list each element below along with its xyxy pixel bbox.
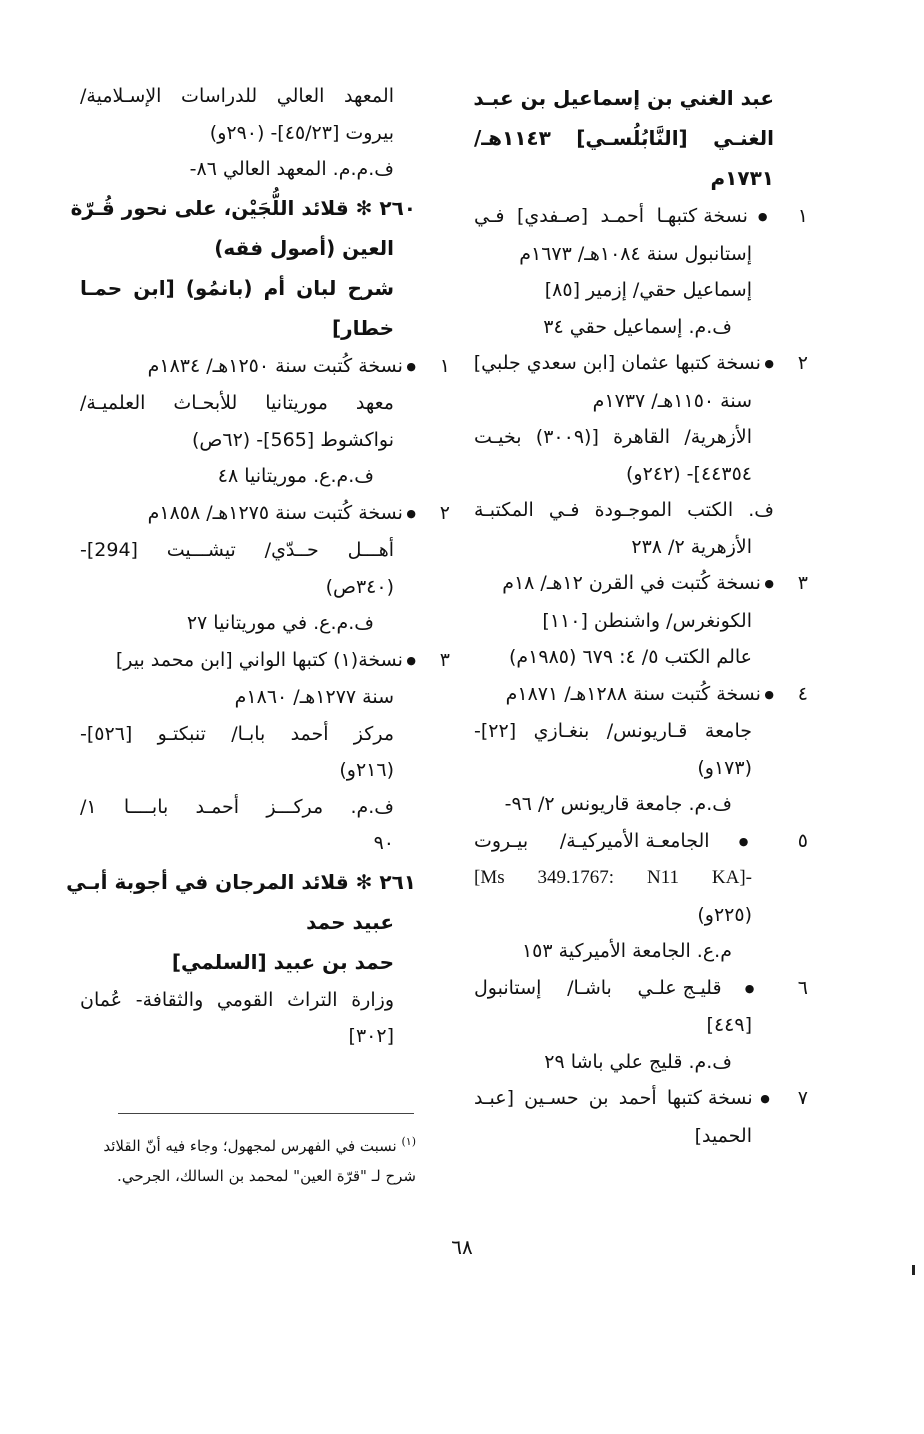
text-line: ف. الكتب الموجـودة فـي المكتبـة <box>474 499 774 521</box>
item-number: ٧ <box>797 1087 808 1109</box>
entry-heading: عبد الغني بن إسماعيل بن عبـد <box>473 86 774 110</box>
item-text: نسخة كُتبت في القرن ١٢هـ/ ١٨م <box>502 572 761 594</box>
text-line: إسماعيل حقي/ إزمير [٨٥] <box>544 279 752 301</box>
item-number: ٦ <box>797 976 808 999</box>
list-item <box>474 970 808 1008</box>
footnote <box>80 1127 416 1191</box>
page-number: ٦٨ <box>451 1235 473 1259</box>
text-line: سنة ١٢٧٧هـ/ ١٨٦٠م <box>234 686 394 708</box>
bullet-icon: ● <box>402 359 416 373</box>
text-line: (٣٤٠ص) <box>325 575 394 598</box>
text-line: (٢٢٥و) <box>697 903 752 926</box>
list-item <box>80 348 450 386</box>
list-item <box>473 345 808 383</box>
text-line: جامعة قـاريونس/ بنغـازي [٢٢]- <box>474 720 752 742</box>
text-line: [Ms 349.1767: N11 KA]- <box>474 867 752 888</box>
text-line: المعهد العالي للدراسات الإسـلامية/ <box>80 85 394 107</box>
bullet-icon: ● <box>709 834 774 848</box>
entry-heading: الغنـي [النَّابُلُسـي] ١١٤٣هـ/ <box>474 126 774 150</box>
item-number: ١ <box>797 205 808 227</box>
list-item <box>474 823 808 861</box>
text-line: ٩٠ <box>373 832 394 854</box>
list-item <box>80 495 450 533</box>
left-column <box>66 78 450 1055</box>
text-line: ف.م. جامعة قاريونس ٢/ ٩٦- <box>504 793 732 815</box>
item-number: ١ <box>439 354 450 377</box>
item-text: نسخة(١) كتبها الواني [ابن محمد بير] <box>115 648 403 671</box>
item-number: ٢ <box>797 352 808 374</box>
text-line: الأزهرية ٢/ ٢٣٨ <box>631 535 752 558</box>
entry-heading: خطار] <box>331 315 394 340</box>
text-line: ف.م.م. المعهد العالي ٨٦- <box>189 158 394 180</box>
entry-heading: حمد بن عبيد [السلمي] <box>171 949 394 974</box>
text-line: إستانبول سنة ١٠٨٤هـ/ ١٦٧٣م <box>519 242 752 265</box>
item-text: نسخة كُتبت سنة ١٢٨٨هـ/ ١٨٧١م <box>505 682 761 705</box>
item-number: ٥ <box>797 829 808 852</box>
footnote-separator <box>118 1113 414 1114</box>
bullet-icon: ● <box>760 577 774 590</box>
bullet-icon: ● <box>747 210 774 223</box>
list-item <box>474 1080 808 1118</box>
footnote-marker: (١) <box>401 1135 416 1148</box>
footnote-line-2: شرح لـ "قرّة العين" لمحمد بن السالك، الجرحي. <box>117 1167 416 1185</box>
entry-heading: شرح لبان أم (بانمُو) [ابن حمـا <box>80 275 394 300</box>
text-line: (١٧٣و) <box>697 756 752 779</box>
entry-heading: ٢٦٠ ✻ قلائد اللُّجَيْن، على نحور قُـرّة <box>70 195 416 220</box>
text-line: ف.م. إسماعيل حقي ٣٤ <box>543 315 732 338</box>
item-number: ٢ <box>439 501 450 524</box>
text-line: ٤٤٣٥٤]- (٢٤٢و) <box>626 462 752 485</box>
item-text: نسخة كُتبت سنة ١٢٧٥هـ/ ١٨٥٨م <box>147 501 403 524</box>
footnote-line-1: $^{(١)}$ نسبت في الفهرس لمجهول؛ وجاء فيه أنّ القلائد <box>103 1135 416 1155</box>
item-number: ٤ <box>797 682 808 705</box>
text-line: ف.م. قليج علي باشا ٢٩ <box>544 1050 732 1073</box>
text-line: الأزهرية/ القاهرة [(٣٠٠٩) بخيـت <box>474 426 752 448</box>
text-line: [٤٤٩] <box>706 1014 752 1036</box>
item-text: نسخة كُتبت سنة ١٢٥٠هـ/ ١٨٣٤م <box>147 354 403 377</box>
right-column <box>473 78 808 1154</box>
item-text: نسخة كتبها عثمان [ابن سعدي جلبي] <box>473 352 761 374</box>
entry-heading: العين (أصول فقه) <box>214 235 394 260</box>
text-line: ف.م.ع. في موريتانيا ٢٧ <box>186 612 374 634</box>
text-line: نواكشوط [565]- (٦٢ص) <box>191 428 394 451</box>
item-text: قليـج علـي باشـا/ إستانبول <box>474 976 722 999</box>
text-line: مركز أحمد بابـا/ تنبكتـو [٥٢٦]- <box>80 722 394 745</box>
scan-speck <box>912 1265 915 1275</box>
bullet-icon: ● <box>402 653 416 667</box>
text-line: ف.م.ع. موريتانيا ٤٨ <box>217 465 374 487</box>
text-line: بيروت [٤٥/٢٣]- (٢٩٠و) <box>209 121 394 144</box>
text-line: أهـــل حــدّي/ تيشـــيت [294]- <box>80 539 394 561</box>
text-line: (٢١٦و) <box>339 759 394 781</box>
text-line: عالم الكتب ٥/ ٤: ٦٧٩ (١٩٨٥م) <box>508 646 752 668</box>
text-line: معهد موريتانيا للأبحـاث العلميـة/ <box>80 392 394 414</box>
text-line: م.ع. الجامعة الأميركية ١٥٣ <box>521 940 732 962</box>
text-line: الكونغرس/ واشنطن [١١٠] <box>542 609 752 632</box>
text-line: الحميد] <box>694 1124 752 1147</box>
list-item <box>474 676 808 714</box>
item-text: نسخة كتبهـا أحمـد [صـفدي] فـي <box>474 205 748 227</box>
text-line: ف.م. مركـــز أحمـد بابــــا ١/ <box>80 795 394 818</box>
item-text: نسخة كتبها أحمد بن حسـين [عبـد <box>474 1087 753 1109</box>
bullet-icon: ● <box>721 981 774 995</box>
item-number: ٣ <box>797 572 808 594</box>
entry-heading: ١٧٣١م <box>710 166 774 190</box>
item-number: ٣ <box>439 648 450 671</box>
list-item <box>474 198 808 236</box>
item-text: الجامعـة الأميركيـة/ بيـروت <box>474 829 710 852</box>
bullet-icon: ● <box>402 506 416 520</box>
list-item <box>80 642 450 680</box>
bullet-icon: ● <box>752 1092 774 1105</box>
bullet-icon: ● <box>760 687 774 701</box>
list-item <box>474 565 808 603</box>
entry-heading: عبيد حمد <box>306 909 394 934</box>
text-line: [٣٠٢] <box>348 1025 394 1047</box>
text-line: سنة ١١٥٠هـ/ ١٧٣٧م <box>592 389 752 412</box>
bullet-icon: ● <box>760 357 774 370</box>
entry-heading: ٢٦١ ✻ قلائد المرجان في أجوبة أبـي <box>66 869 416 894</box>
text-line: وزارة التراث القومي والثقافة- عُمان <box>80 988 394 1011</box>
